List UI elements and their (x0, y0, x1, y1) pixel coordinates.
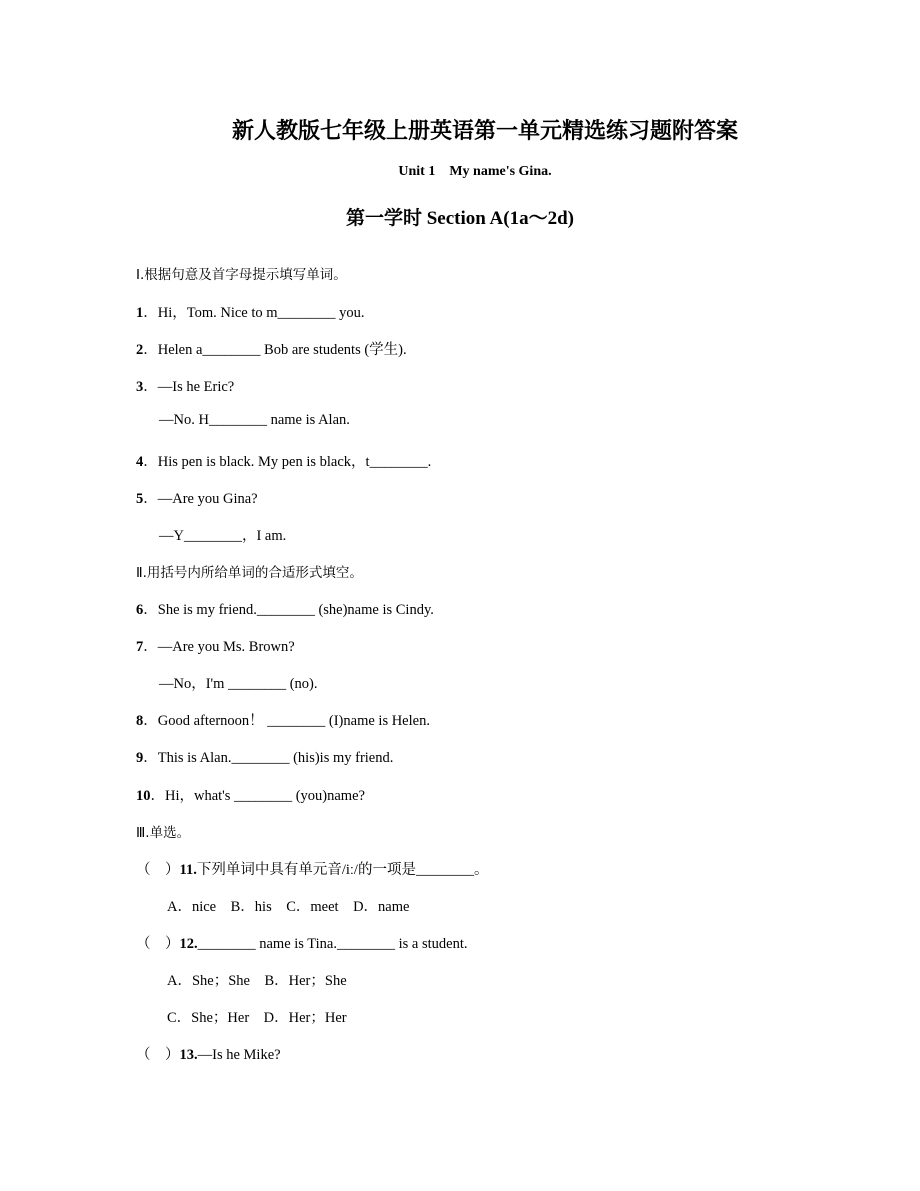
question-4 (136, 450, 431, 471)
question-9 (136, 746, 393, 767)
question-text: ．Hi，what's ________ (you)name? (150, 788, 365, 804)
question-number: 12. (179, 936, 198, 952)
question-text: 下列单词中具有单元音/iː/的一项是________。 (196, 862, 489, 878)
question-text: ．—Are you Ms. Brown? (143, 639, 295, 655)
document-title: 新人教版七年级上册英语第一单元精选练习题附答案 (231, 118, 738, 144)
question-2 (136, 338, 407, 359)
question-13 (136, 1043, 281, 1064)
unit-subtitle: Unit 1 My name's Gina. (398, 164, 552, 179)
answer-bracket: （ ） (136, 1047, 180, 1063)
question-11-options: A．nice B．his C．meet D．name (167, 899, 410, 915)
question-12 (136, 932, 468, 953)
section-3-heading: Ⅲ.单选。 (136, 825, 191, 841)
question-5-answer: —Y________，I am. (159, 528, 287, 544)
question-text: —Is he Mike? (197, 1047, 281, 1063)
question-3 (136, 375, 234, 396)
question-1 (136, 301, 365, 322)
question-number: 6 (136, 602, 144, 618)
answer-bracket: （ ） (136, 936, 180, 952)
question-number: 1 (136, 305, 144, 321)
question-number: 13. (179, 1047, 198, 1063)
question-text: ．Hi，Tom. Nice to m________ you. (143, 305, 365, 321)
question-3-answer: —No. H________ name is Alan. (159, 412, 350, 428)
question-number: 10 (136, 788, 151, 804)
question-number: 9 (136, 750, 144, 766)
question-number: 11. (179, 862, 197, 878)
answer-bracket: （ ） (136, 862, 180, 878)
question-number: 8 (136, 713, 144, 729)
question-text: ．Helen a________ Bob are students (学生). (143, 342, 407, 358)
question-12-options-row-1: A．She；She B．Her；She (167, 973, 347, 989)
lesson-heading: 第一学时 Section A(1a～2d) (345, 208, 574, 229)
question-text: ．His pen is black. My pen is black，t________. (143, 454, 432, 470)
question-text: ．This is Alan.________ (his)is my friend. (143, 750, 394, 766)
question-12-options-row-2: C．She；Her D．Her；Her (167, 1010, 347, 1026)
question-text: ________ name is Tina.________ is a student. (197, 936, 468, 952)
question-text: ．—Is he Eric? (143, 379, 235, 395)
question-11 (136, 858, 488, 879)
question-number: 7 (136, 639, 144, 655)
question-10 (136, 784, 365, 805)
section-2-heading: Ⅱ.用括号内所给单词的合适形式填空。 (136, 565, 363, 581)
question-7 (136, 635, 295, 656)
section-1-heading: Ⅰ.根据句意及首字母提示填写单词。 (136, 267, 347, 283)
question-7-answer: —No，I'm ________ (no). (159, 676, 318, 692)
question-5 (136, 487, 258, 508)
question-text: ．She is my friend.________ (she)name is Cindy. (143, 602, 434, 618)
question-8 (136, 709, 430, 730)
question-6 (136, 598, 434, 619)
question-number: 2 (136, 342, 144, 358)
question-number: 5 (136, 491, 144, 507)
question-text: ．Good afternoon！ ________ (I)name is Helen. (143, 713, 430, 729)
question-text: ．—Are you Gina? (143, 491, 258, 507)
question-number: 3 (136, 379, 144, 395)
question-number: 4 (136, 454, 144, 470)
